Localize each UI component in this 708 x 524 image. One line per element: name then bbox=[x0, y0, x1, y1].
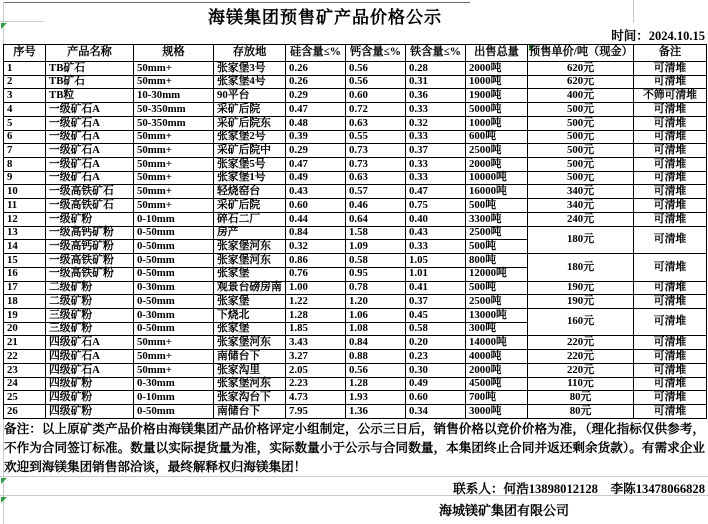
table-cell: 12 bbox=[4, 212, 46, 226]
table-cell: 可清堆 bbox=[634, 377, 707, 391]
table-cell: 500元 bbox=[528, 130, 634, 144]
column-header: 硅含量≤% bbox=[286, 45, 346, 62]
table-row bbox=[4, 144, 707, 158]
table-cell: 0-50mm bbox=[134, 295, 214, 309]
table-cell: 0.75 bbox=[406, 199, 466, 213]
table-cell: 0-50mm bbox=[134, 240, 214, 254]
table-cell: 80元 bbox=[528, 404, 634, 418]
table-cell: 0.33 bbox=[406, 240, 466, 254]
table-cell: 500吨 bbox=[466, 240, 528, 254]
table-cell: 500元 bbox=[528, 116, 634, 130]
column-header: 出售总量 bbox=[466, 45, 528, 62]
table-cell: 可清堆 bbox=[634, 363, 707, 377]
table-cell: 一级矿石A bbox=[46, 171, 134, 185]
table-cell: 1000吨 bbox=[466, 75, 528, 89]
table-cell: TB粒 bbox=[46, 89, 134, 103]
table-cell: 0.39 bbox=[286, 130, 346, 144]
table-cell: 0.23 bbox=[406, 350, 466, 364]
table-cell: 21 bbox=[4, 336, 46, 350]
table-cell: 50mm+ bbox=[134, 130, 214, 144]
table-cell: 23 bbox=[4, 363, 46, 377]
table-cell: 16000吨 bbox=[466, 185, 528, 199]
cell-error-marker-icon bbox=[1, 497, 7, 503]
table-cell: 0.31 bbox=[406, 75, 466, 89]
table-cell: 一级高铁矿粉 bbox=[46, 254, 134, 268]
table-cell: 4500吨 bbox=[466, 377, 528, 391]
table-row bbox=[4, 281, 707, 295]
table-cell: 50mm+ bbox=[134, 171, 214, 185]
table-cell: 0.33 bbox=[406, 171, 466, 185]
table-cell: 一级高铁矿粉 bbox=[46, 267, 134, 281]
table-cell: 800吨 bbox=[466, 254, 528, 268]
table-cell: 采矿后院 bbox=[214, 199, 286, 213]
table-cell: 可清堆 bbox=[634, 171, 707, 185]
table-cell: 26 bbox=[4, 404, 46, 418]
table-cell: 50mm+ bbox=[134, 336, 214, 350]
table-cell: 1900吨 bbox=[466, 89, 528, 103]
table-cell: 一级矿石A bbox=[46, 116, 134, 130]
table-row bbox=[4, 62, 707, 76]
table-cell: 1.01 bbox=[406, 267, 466, 281]
table-cell: 600吨 bbox=[466, 130, 528, 144]
table-cell: 0.26 bbox=[286, 62, 346, 76]
table-cell: 0.36 bbox=[406, 89, 466, 103]
table-cell: TB矿石 bbox=[46, 62, 134, 76]
column-header: 铁含量≤% bbox=[406, 45, 466, 62]
table-cell: 0.33 bbox=[406, 158, 466, 172]
table-cell: 0.32 bbox=[406, 116, 466, 130]
company-name: 海城镁矿集团有限公司 bbox=[438, 503, 569, 518]
table-row bbox=[4, 295, 707, 309]
table-cell: 0.45 bbox=[406, 308, 466, 322]
table-cell: 张家堡河东 bbox=[214, 377, 286, 391]
table-cell: 0.60 bbox=[346, 89, 406, 103]
table-cell: 0.73 bbox=[346, 144, 406, 158]
table-cell: 0.78 bbox=[346, 281, 406, 295]
table-cell: 采矿后院中 bbox=[214, 144, 286, 158]
table-row bbox=[4, 404, 707, 418]
table-cell: 500吨 bbox=[466, 199, 528, 213]
table-cell: 50mm+ bbox=[134, 363, 214, 377]
table-cell: 340元 bbox=[528, 185, 634, 199]
table-cell: 500元 bbox=[528, 103, 634, 117]
table-cell: 700吨 bbox=[466, 391, 528, 405]
table-cell: 13000吨 bbox=[466, 308, 528, 322]
table-cell: 1.06 bbox=[346, 308, 406, 322]
table-cell: 四级矿石A bbox=[46, 363, 134, 377]
table-cell: 一级矿石A bbox=[46, 103, 134, 117]
table-cell: 0.49 bbox=[406, 377, 466, 391]
table-cell: 2000吨 bbox=[466, 158, 528, 172]
table-cell: 张家堡5号 bbox=[214, 158, 286, 172]
table-cell: 180元 bbox=[528, 226, 634, 253]
table-cell: 0.29 bbox=[286, 144, 346, 158]
table-cell: 四级矿粉 bbox=[46, 391, 134, 405]
table-cell: 张家沟台下 bbox=[214, 391, 286, 405]
column-header: 产品名称 bbox=[46, 45, 134, 62]
table-cell: 可清堆 bbox=[634, 144, 707, 158]
table-cell: 50mm+ bbox=[134, 75, 214, 89]
table-cell: 2000吨 bbox=[466, 363, 528, 377]
table-cell: 1 bbox=[4, 62, 46, 76]
table-cell: 0.26 bbox=[286, 75, 346, 89]
table-cell: 可清堆 bbox=[634, 212, 707, 226]
table-cell: 0.72 bbox=[346, 103, 406, 117]
table-cell: 0.37 bbox=[406, 295, 466, 309]
table-cell: 0-50mm bbox=[134, 267, 214, 281]
table-cell: 0.43 bbox=[406, 226, 466, 240]
table-cell: 0.20 bbox=[406, 336, 466, 350]
table-cell: 4 bbox=[4, 103, 46, 117]
table-cell: 0-10mm bbox=[134, 391, 214, 405]
table-cell: 0.33 bbox=[406, 103, 466, 117]
table-cell: 0.49 bbox=[286, 171, 346, 185]
table-cell: 50mm+ bbox=[134, 185, 214, 199]
table-cell: 500元 bbox=[528, 171, 634, 185]
table-cell: 可清堆 bbox=[634, 199, 707, 213]
table-cell: 0.56 bbox=[346, 62, 406, 76]
table-cell: 50mm+ bbox=[134, 144, 214, 158]
table-cell: 张家堡 bbox=[214, 322, 286, 336]
table-row bbox=[4, 171, 707, 185]
table-cell: 13 bbox=[4, 226, 46, 240]
table-cell: 500元 bbox=[528, 144, 634, 158]
table-cell: 南储台下 bbox=[214, 404, 286, 418]
table-row bbox=[4, 103, 707, 117]
table-cell: 19 bbox=[4, 308, 46, 322]
table-cell: 10-30mm bbox=[134, 89, 214, 103]
table-cell: 110元 bbox=[528, 377, 634, 391]
table-cell: 一级矿石A bbox=[46, 158, 134, 172]
table-cell: 1.85 bbox=[286, 322, 346, 336]
table-cell: 0.34 bbox=[406, 404, 466, 418]
table-cell: 张家堡 bbox=[214, 295, 286, 309]
table-cell: 500吨 bbox=[466, 281, 528, 295]
table-cell: 0.58 bbox=[346, 254, 406, 268]
table-cell: 可清堆 bbox=[634, 281, 707, 295]
table-cell: 四级矿粉 bbox=[46, 404, 134, 418]
table-cell: 2000吨 bbox=[466, 62, 528, 76]
table-cell: 190元 bbox=[528, 281, 634, 295]
table-cell: 三级矿粉 bbox=[46, 322, 134, 336]
table-cell: 张家堡河东 bbox=[214, 336, 286, 350]
table-cell: 1.08 bbox=[346, 322, 406, 336]
table-cell: 碎石二厂 bbox=[214, 212, 286, 226]
table-cell: 可清堆 bbox=[634, 295, 707, 309]
table-cell: 0.47 bbox=[286, 103, 346, 117]
table-cell: 可清堆 bbox=[634, 62, 707, 76]
table-cell: 9 bbox=[4, 171, 46, 185]
table-cell: 3 bbox=[4, 89, 46, 103]
table-cell: 不筛可清堆 bbox=[634, 89, 707, 103]
table-cell: 1.36 bbox=[346, 404, 406, 418]
table-cell: 80元 bbox=[528, 391, 634, 405]
table-cell: 四级矿石A bbox=[46, 336, 134, 350]
table-cell: 2 bbox=[4, 75, 46, 89]
table-cell: 可清堆 bbox=[634, 336, 707, 350]
table-cell: 0.64 bbox=[346, 212, 406, 226]
table-cell: 50mm+ bbox=[134, 199, 214, 213]
table-cell: 0.76 bbox=[286, 267, 346, 281]
table-cell: 10 bbox=[4, 185, 46, 199]
table-cell: 可清堆 bbox=[634, 103, 707, 117]
price-table bbox=[3, 44, 707, 419]
table-cell: 0.60 bbox=[406, 391, 466, 405]
table-cell: 11 bbox=[4, 199, 46, 213]
table-cell: 3.43 bbox=[286, 336, 346, 350]
table-cell: 24 bbox=[4, 377, 46, 391]
table-cell: 340元 bbox=[528, 199, 634, 213]
table-cell: 8 bbox=[4, 158, 46, 172]
table-cell: 25 bbox=[4, 391, 46, 405]
table-cell: 7 bbox=[4, 144, 46, 158]
table-cell: 可清堆 bbox=[634, 75, 707, 89]
table-cell: 一级矿石A bbox=[46, 144, 134, 158]
table-cell: 张家堡河东 bbox=[214, 240, 286, 254]
table-cell: 可清堆 bbox=[634, 308, 707, 335]
table-cell: 14 bbox=[4, 240, 46, 254]
table-cell: 0.56 bbox=[346, 363, 406, 377]
table-cell: 可清堆 bbox=[634, 350, 707, 364]
table-row bbox=[4, 308, 707, 322]
table-cell: 0.29 bbox=[286, 89, 346, 103]
table-cell: 190元 bbox=[528, 295, 634, 309]
table-cell: 10000吨 bbox=[466, 171, 528, 185]
table-cell: 一级高钙矿粉 bbox=[46, 226, 134, 240]
table-cell: 张家堡2号 bbox=[214, 130, 286, 144]
table-cell: 5000吨 bbox=[466, 103, 528, 117]
table-cell: 50mm+ bbox=[134, 62, 214, 76]
table-row bbox=[4, 130, 707, 144]
table-cell: 0.60 bbox=[286, 199, 346, 213]
table-cell: 1.28 bbox=[286, 308, 346, 322]
table-cell: 20 bbox=[4, 322, 46, 336]
column-header: 序号 bbox=[4, 45, 46, 62]
table-cell: 400元 bbox=[528, 89, 634, 103]
table-cell: 张家堡3号 bbox=[214, 62, 286, 76]
table-cell: 可清堆 bbox=[634, 404, 707, 418]
table-cell: 观景台磅房南 bbox=[214, 281, 286, 295]
table-row bbox=[4, 185, 707, 199]
table-cell: 90平台 bbox=[214, 89, 286, 103]
table-cell: 1.28 bbox=[346, 377, 406, 391]
table-cell: 1.05 bbox=[406, 254, 466, 268]
table-cell: 0.28 bbox=[406, 62, 466, 76]
table-cell: 1.00 bbox=[286, 281, 346, 295]
table-cell: 0.63 bbox=[346, 116, 406, 130]
cell-error-marker-icon bbox=[1, 478, 7, 484]
column-header: 预售单价/吨（现金） bbox=[528, 45, 634, 62]
table-cell: 4000吨 bbox=[466, 350, 528, 364]
table-cell: 0.88 bbox=[346, 350, 406, 364]
table-cell: 0.44 bbox=[286, 212, 346, 226]
table-cell: 50mm+ bbox=[134, 350, 214, 364]
table-row bbox=[4, 226, 707, 240]
table-cell: 三级矿粉 bbox=[46, 308, 134, 322]
table-cell: 0.41 bbox=[406, 281, 466, 295]
table-cell: 180元 bbox=[528, 254, 634, 281]
table-cell: 0.43 bbox=[286, 185, 346, 199]
table-cell: 二级矿粉 bbox=[46, 295, 134, 309]
column-header: 钙含量≤% bbox=[346, 45, 406, 62]
table-cell: 16 bbox=[4, 267, 46, 281]
table-cell: 南储台下 bbox=[214, 350, 286, 364]
table-cell: 1.58 bbox=[346, 226, 406, 240]
table-cell: 一级高钙矿粉 bbox=[46, 240, 134, 254]
table-cell: 0.55 bbox=[346, 130, 406, 144]
page-title: 海镁集团预售矿产品价格公示 bbox=[208, 8, 442, 27]
table-cell: 2.23 bbox=[286, 377, 346, 391]
table-cell: 0-30mm bbox=[134, 377, 214, 391]
table-cell: 0-50mm bbox=[134, 322, 214, 336]
table-cell: 0.46 bbox=[346, 199, 406, 213]
table-cell: 轻烧窑台 bbox=[214, 185, 286, 199]
table-cell: 0-30mm bbox=[134, 308, 214, 322]
table-cell: 0.47 bbox=[286, 158, 346, 172]
table-cell: 0.47 bbox=[406, 185, 466, 199]
table-cell: 620元 bbox=[528, 62, 634, 76]
table-cell: 张家堡河东 bbox=[214, 254, 286, 268]
table-cell: 15 bbox=[4, 254, 46, 268]
table-cell: 18 bbox=[4, 295, 46, 309]
table-cell: 0.73 bbox=[346, 158, 406, 172]
table-cell: 四级矿粉 bbox=[46, 377, 134, 391]
table-cell: 0.58 bbox=[406, 322, 466, 336]
table-cell: 220元 bbox=[528, 363, 634, 377]
table-cell: 2.05 bbox=[286, 363, 346, 377]
table-cell: 0.86 bbox=[286, 254, 346, 268]
table-cell: 1.20 bbox=[346, 295, 406, 309]
table-cell: 22 bbox=[4, 350, 46, 364]
table-cell: 160元 bbox=[528, 308, 634, 335]
table-cell: 0.95 bbox=[346, 267, 406, 281]
table-cell: 张家沟里 bbox=[214, 363, 286, 377]
table-header bbox=[4, 45, 707, 62]
table-cell: 4.73 bbox=[286, 391, 346, 405]
table-cell: 1.09 bbox=[346, 240, 406, 254]
table-cell: 张家堡4号 bbox=[214, 75, 286, 89]
table-cell: 6 bbox=[4, 130, 46, 144]
table-cell: 张家堡 bbox=[214, 267, 286, 281]
table-cell: 0.84 bbox=[346, 336, 406, 350]
table-cell: 0.32 bbox=[286, 240, 346, 254]
table-cell: 2500吨 bbox=[466, 226, 528, 240]
table-cell: 0-30mm bbox=[134, 281, 214, 295]
table-cell: 1.22 bbox=[286, 295, 346, 309]
table-cell: 3000吨 bbox=[466, 404, 528, 418]
table-cell: 0.57 bbox=[346, 185, 406, 199]
table-cell: 220元 bbox=[528, 336, 634, 350]
table-cell: 一级高铁矿石 bbox=[46, 185, 134, 199]
table-cell: 张家堡1号 bbox=[214, 171, 286, 185]
column-header: 规格 bbox=[134, 45, 214, 62]
table-cell: 0-10mm bbox=[134, 212, 214, 226]
table-row bbox=[4, 89, 707, 103]
table-cell: 可清堆 bbox=[634, 391, 707, 405]
table-cell: 2500吨 bbox=[466, 144, 528, 158]
table-row bbox=[4, 391, 707, 405]
table-row bbox=[4, 350, 707, 364]
table-row bbox=[4, 363, 707, 377]
table-cell: 0.40 bbox=[406, 212, 466, 226]
table-cell: 二级矿粉 bbox=[46, 281, 134, 295]
table-cell: 500元 bbox=[528, 158, 634, 172]
table-cell: 采矿后院东 bbox=[214, 116, 286, 130]
table-cell: 采矿后院 bbox=[214, 103, 286, 117]
table-cell: 620元 bbox=[528, 75, 634, 89]
table-cell: 7.95 bbox=[286, 404, 346, 418]
table-row bbox=[4, 158, 707, 172]
table-cell: 220元 bbox=[528, 350, 634, 364]
table-cell: 0.48 bbox=[286, 116, 346, 130]
table-row bbox=[4, 254, 707, 268]
table-cell: 1000吨 bbox=[466, 116, 528, 130]
table-cell: 可清堆 bbox=[634, 130, 707, 144]
table-cell: 12000吨 bbox=[466, 267, 528, 281]
table-cell: 可清堆 bbox=[634, 158, 707, 172]
table-cell: 0.30 bbox=[406, 363, 466, 377]
table-row bbox=[4, 336, 707, 350]
table-cell: 5 bbox=[4, 116, 46, 130]
table-cell: 300吨 bbox=[466, 322, 528, 336]
remarks-note: 备注：以上原矿类产品价格由海镁集团产品价格评定小组制定，公示三日后，销售价格以竞价价格为准，（理化指标仅供参考，不作为合同签订标准。数量以实际提货量为准，实际数量小于公示与合同数量，本集团终止合同并返还剩余货款）。有需求企业欢迎到海镁集团销售部洽谈，最终解释权归海镁集团！ bbox=[4, 422, 705, 475]
table-cell: 0-50mm bbox=[134, 254, 214, 268]
table-cell: 可清堆 bbox=[634, 254, 707, 281]
table-row bbox=[4, 377, 707, 391]
table-cell: 下烧北 bbox=[214, 308, 286, 322]
table-cell: 17 bbox=[4, 281, 46, 295]
table-row bbox=[4, 199, 707, 213]
table-cell: 1.93 bbox=[346, 391, 406, 405]
table-cell: 可清堆 bbox=[634, 185, 707, 199]
table-row bbox=[4, 212, 707, 226]
table-cell: 房产 bbox=[214, 226, 286, 240]
table-cell: 50-350mm bbox=[134, 116, 214, 130]
table-cell: 3300吨 bbox=[466, 212, 528, 226]
table-cell: 2500吨 bbox=[466, 295, 528, 309]
contact-line: 联系人：何浩13898012128 李陈13478066828 bbox=[453, 482, 705, 496]
table-cell: 0.33 bbox=[406, 130, 466, 144]
table-cell: TB矿石 bbox=[46, 75, 134, 89]
table-cell: 50mm+ bbox=[134, 158, 214, 172]
column-header: 备注 bbox=[634, 45, 707, 62]
table-cell: 0.56 bbox=[346, 75, 406, 89]
table-row bbox=[4, 116, 707, 130]
table-cell: 一级矿石A bbox=[46, 130, 134, 144]
table-cell: 0.63 bbox=[346, 171, 406, 185]
table-cell: 50-350mm bbox=[134, 103, 214, 117]
table-cell: 14000吨 bbox=[466, 336, 528, 350]
table-cell: 3.27 bbox=[286, 350, 346, 364]
table-cell: 四级矿石A bbox=[46, 350, 134, 364]
table-cell: 0-50mm bbox=[134, 404, 214, 418]
table-cell: 0-50mm bbox=[134, 226, 214, 240]
table-cell: 0.37 bbox=[406, 144, 466, 158]
timestamp: 时间：2024.10.15 bbox=[611, 29, 705, 43]
table-cell: 一级高铁矿石 bbox=[46, 199, 134, 213]
table-cell: 一级矿粉 bbox=[46, 212, 134, 226]
table-body bbox=[4, 62, 707, 419]
table-row bbox=[4, 75, 707, 89]
table-cell: 0.84 bbox=[286, 226, 346, 240]
table-cell: 240元 bbox=[528, 212, 634, 226]
column-header: 存放地 bbox=[214, 45, 286, 62]
table-cell: 可清堆 bbox=[634, 226, 707, 253]
table-cell: 可清堆 bbox=[634, 116, 707, 130]
